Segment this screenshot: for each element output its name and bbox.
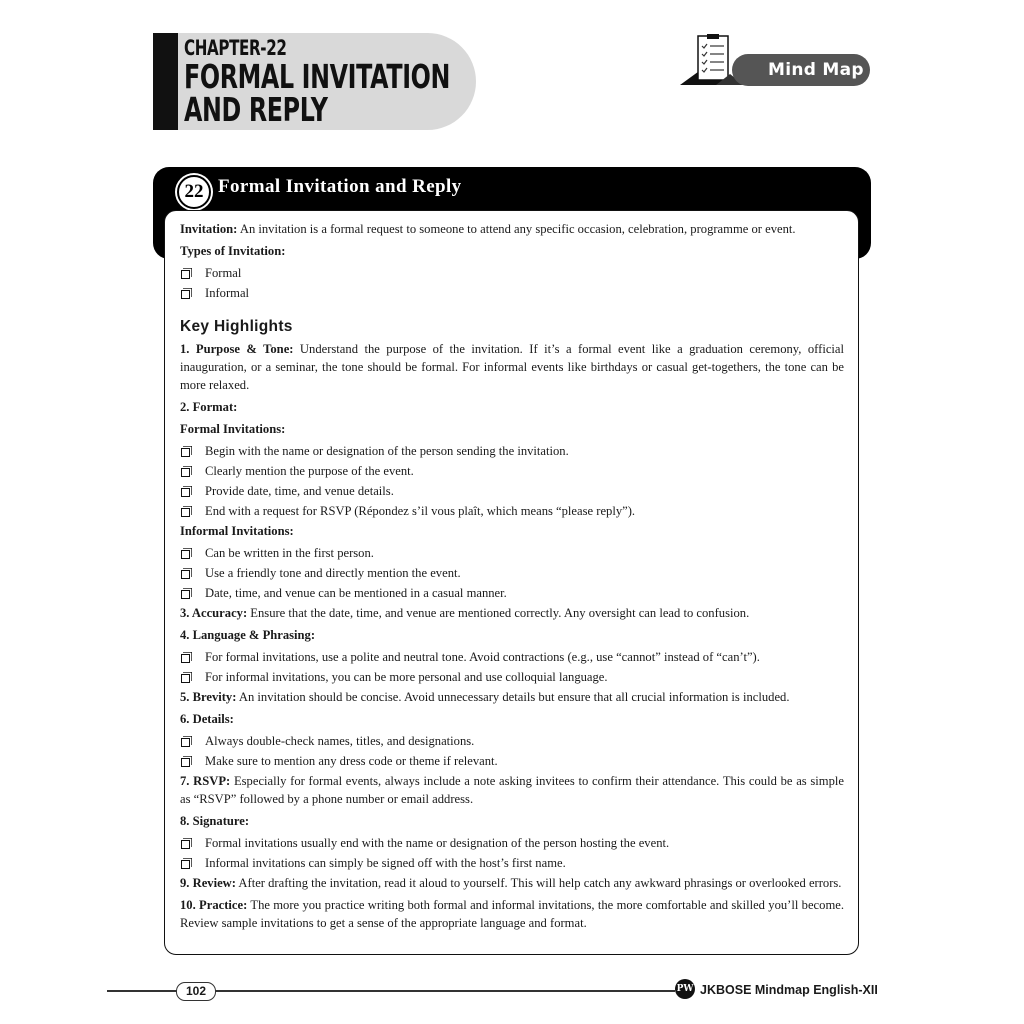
point-details: 6. Details: [180,712,234,726]
mind-map-label: Mind Map [768,60,864,80]
page-number: 102 [176,982,216,1001]
point-signature: 8. Signature: [180,814,250,828]
checkbox-bullet-icon [181,270,190,279]
informal-invitations-heading: Informal Invitations: [180,524,294,538]
point-language-phrasing: 4. Language & Phrasing: [180,628,316,642]
list-item: Begin with the name or designation of the person sending the invitation. [180,442,844,460]
list-item: For formal invitations, use a polite and neutral tone. Avoid contractions (e.g., use “cannot” instead of “can’t”). [180,648,844,666]
list-item: Can be written in the first person. [180,544,844,562]
pw-logo-icon: PW [675,979,695,999]
checkbox-bullet-icon [181,860,190,869]
checkbox-bullet-icon [181,840,190,849]
chapter-accent-bar [153,33,179,130]
list-item: Formal [180,264,844,282]
checkbox-bullet-icon [181,508,190,517]
footer-rule-left [107,990,177,992]
mind-map-badge [680,34,875,89]
section-title: Formal Invitation and Reply [218,176,462,197]
checkbox-bullet-icon [181,758,190,767]
point-review: 9. Review: After drafting the invitation, read it aloud to yourself. This will help catch any awkward phrasings or overlooked errors. [180,876,842,890]
point-accuracy: 3. Accuracy: Ensure that the date, time, and venue are mentioned correctly. Any oversight can lead to confusion. [180,606,750,620]
formal-invitations-heading: Formal Invitations: [180,422,286,436]
checkbox-bullet-icon [181,654,190,663]
list-item: Always double-check names, titles, and designations. [180,732,844,750]
point-practice: 10. Practice: The more you practice writing both formal and informal invitations, the more comfortable and skilled you’ll become. Review sample invitations to get a sense of the appropriate language and format. [180,898,844,930]
book-title: JKBOSE Mindmap English-XII [700,983,878,997]
invitation-definition: Invitation: An invitation is a formal request to someone to attend any specific occasion, celebration, programme or event. [180,222,796,236]
checkbox-bullet-icon [181,550,190,559]
list-item: End with a request for RSVP (Répondez s’il vous plaît, which means “please reply”). [180,502,844,520]
section-number: 22 [177,175,211,209]
point-purpose-tone: 1. Purpose & Tone: Understand the purpose of the invitation. If it’s a formal event like a graduation ceremony, official inauguration, or a seminar, the tone should be formal. For informal events like birthdays or casual get-togethers, the tone can be more relaxed. [180,342,844,392]
checkbox-bullet-icon [181,468,190,477]
footer-rule-right [215,990,675,992]
list-item: Provide date, time, and venue details. [180,482,844,500]
checkbox-bullet-icon [181,488,190,497]
list-item: Informal invitations can simply be signed off with the host’s first name. [180,854,844,872]
list-item: Informal [180,284,844,302]
point-rsvp: 7. RSVP: Especially for formal events, always include a note asking invitees to confirm their attendance. This could be as simple as “RSVP” followed by a phone number or email address. [180,774,844,806]
checkbox-bullet-icon [181,738,190,747]
point-brevity: 5. Brevity: An invitation should be concise. Avoid unnecessary details but ensure that all crucial information is included. [180,690,790,704]
list-item: For informal invitations, you can be more personal and use colloquial language. [180,668,844,686]
chapter-title: FORMAL INVITATION AND REPLY [184,57,451,129]
chapter-number: CHAPTER-22 [184,36,287,60]
checkbox-bullet-icon [181,590,190,599]
checkbox-bullet-icon [181,290,190,299]
list-item: Formal invitations usually end with the name or designation of the person hosting the event. [180,834,844,852]
list-item: Clearly mention the purpose of the event. [180,462,844,480]
checkbox-bullet-icon [181,674,190,683]
chapter-heading [184,36,472,129]
list-item: Date, time, and venue can be mentioned in a casual manner. [180,584,844,602]
list-item: Use a friendly tone and directly mention the event. [180,564,844,582]
checkbox-bullet-icon [181,448,190,457]
key-highlights-heading: Key Highlights [180,318,293,335]
types-heading: Types of Invitation: [180,244,286,258]
point-format: 2. Format: [180,400,238,414]
list-item: Make sure to mention any dress code or theme if relevant. [180,752,844,770]
checkbox-bullet-icon [181,570,190,579]
content-body [180,220,844,936]
